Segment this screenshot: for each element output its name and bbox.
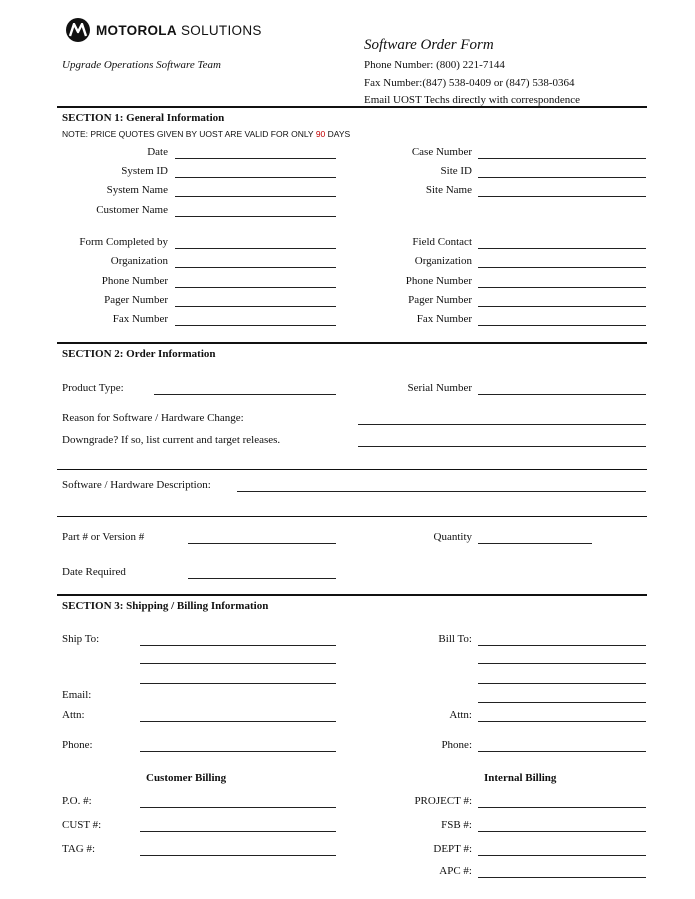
s1-left-label: Pager Number [104, 294, 168, 306]
internal-billing-label: APC #: [439, 865, 472, 877]
customer-billing-label: CUST #: [62, 819, 102, 831]
phone-right-input-line[interactable] [478, 751, 646, 752]
s1-right-input-line[interactable] [478, 287, 646, 288]
s1-left-input-line[interactable] [175, 196, 336, 197]
phone-left-label: Phone: [62, 739, 93, 751]
description-input-line[interactable] [237, 491, 646, 492]
quantity-label: Quantity [433, 531, 472, 543]
divider [57, 594, 647, 596]
s1-left-input-line[interactable] [175, 158, 336, 159]
customer-billing-input-line[interactable] [140, 807, 336, 808]
internal-billing-input-line[interactable] [478, 877, 646, 878]
s1-left-input-line[interactable] [175, 325, 336, 326]
form-title: Software Order Form [364, 37, 494, 53]
attn-left-input-line[interactable] [140, 721, 336, 722]
s1-right-input-line[interactable] [478, 306, 646, 307]
s1-right-label: Organization [414, 255, 472, 267]
s1-right-input-line[interactable] [478, 248, 646, 249]
section3-title: SECTION 3: Shipping / Billing Information [62, 600, 269, 612]
valid-days: 90 [315, 129, 326, 139]
phone-right-label: Phone: [441, 739, 472, 751]
s1-right-input-line[interactable] [478, 196, 646, 197]
quantity-input-line[interactable] [478, 543, 592, 544]
phone-number: Phone Number: (800) 221-7144 [364, 59, 505, 71]
downgrade-label: Downgrade? If so, list current and target releases. [62, 434, 281, 446]
bill-to-label: Bill To: [438, 633, 472, 645]
s1-right-label: Site Name [425, 184, 472, 196]
description-label: Software / Hardware Description: [62, 479, 211, 491]
s1-right-label: Fax Number [416, 313, 472, 325]
s1-left-input-line[interactable] [175, 267, 336, 268]
s1-left-input-line[interactable] [175, 216, 336, 217]
reason-change-label: Reason for Software / Hardware Change: [62, 412, 244, 424]
part-version-label: Part # or Version # [62, 531, 145, 543]
attn-right-label: Attn: [449, 709, 472, 721]
attn-right-input-line[interactable] [478, 721, 646, 722]
divider [57, 516, 647, 517]
s1-right-label: Field Contact [412, 236, 472, 248]
attn-left-label: Attn: [62, 709, 85, 721]
customer-billing-heading: Customer Billing [146, 772, 227, 784]
s1-left-label: Fax Number [112, 313, 168, 325]
customer-billing-input-line[interactable] [140, 855, 336, 856]
s1-right-input-line[interactable] [478, 158, 646, 159]
email-note: Email UOST Techs directly with correspondence [364, 94, 581, 106]
s1-left-input-line[interactable] [175, 248, 336, 249]
customer-billing-input-line[interactable] [140, 831, 336, 832]
internal-billing-input-line[interactable] [478, 831, 646, 832]
s1-left-label: Date [147, 146, 168, 158]
s1-right-label: Phone Number [405, 275, 472, 287]
bill-to-line-3-input-line[interactable] [478, 683, 646, 684]
bill-to-line-2-input-line[interactable] [478, 663, 646, 664]
s1-right-label: Case Number [411, 146, 472, 158]
serial-number-input-line[interactable] [478, 394, 646, 395]
s1-right-input-line[interactable] [478, 267, 646, 268]
s1-left-label: Phone Number [101, 275, 168, 287]
divider [57, 469, 647, 470]
price-quote-note: NOTE: PRICE QUOTES GIVEN BY UOST ARE VALID FOR ONLY 90 DAYS [62, 129, 351, 139]
section2-title: SECTION 2: Order Information [62, 348, 216, 360]
internal-billing-input-line[interactable] [478, 807, 646, 808]
s1-left-input-line[interactable] [175, 306, 336, 307]
customer-billing-label: P.O. #: [62, 795, 92, 807]
internal-billing-heading: Internal Billing [484, 772, 557, 784]
part-version-input-line[interactable] [188, 543, 336, 544]
motorola-batwing-icon [66, 18, 90, 42]
reason-change-input-line[interactable] [358, 424, 646, 425]
downgrade-input-line[interactable] [358, 446, 646, 447]
s1-left-label: System Name [106, 184, 168, 196]
internal-billing-label: FSB #: [441, 819, 472, 831]
bill-to-input-line[interactable] [478, 645, 646, 646]
ship-to-input-line[interactable] [140, 645, 336, 646]
ship-to-line-3-input-line[interactable] [140, 683, 336, 684]
s1-right-label: Site ID [440, 165, 472, 177]
email-label: Email: [62, 689, 92, 701]
product-type-input-line[interactable] [154, 394, 336, 395]
s1-left-label: Organization [110, 255, 168, 267]
internal-billing-label: DEPT #: [433, 843, 472, 855]
motorola-solutions-logo [66, 18, 262, 42]
team-name: Upgrade Operations Software Team [62, 59, 221, 71]
s1-right-input-line[interactable] [478, 177, 646, 178]
serial-number-label: Serial Number [407, 382, 472, 394]
s1-left-input-line[interactable] [175, 177, 336, 178]
ship-to-line-2-input-line[interactable] [140, 663, 336, 664]
s1-right-label: Pager Number [408, 294, 472, 306]
logo-text-bold: MOTOROLA [96, 22, 177, 38]
s1-left-label: System ID [121, 165, 168, 177]
date-required-input-line[interactable] [188, 578, 336, 579]
divider [57, 342, 647, 344]
bill-to-line-4-input-line[interactable] [478, 702, 646, 703]
fax-number: Fax Number:(847) 538-0409 or (847) 538-0364 [364, 77, 575, 89]
customer-billing-label: TAG #: [62, 843, 96, 855]
internal-billing-input-line[interactable] [478, 855, 646, 856]
product-type-label: Product Type: [62, 382, 124, 394]
logo-text-light: SOLUTIONS [180, 22, 262, 38]
s1-left-input-line[interactable] [175, 287, 336, 288]
date-required-label: Date Required [62, 566, 126, 578]
divider [57, 106, 647, 108]
ship-to-label: Ship To: [62, 633, 100, 645]
phone-left-input-line[interactable] [140, 751, 336, 752]
s1-left-label: Form Completed by [79, 236, 168, 248]
s1-left-label: Customer Name [96, 204, 168, 216]
s1-right-input-line[interactable] [478, 325, 646, 326]
internal-billing-label: PROJECT #: [414, 795, 472, 807]
section1-title: SECTION 1: General Information [62, 112, 225, 124]
